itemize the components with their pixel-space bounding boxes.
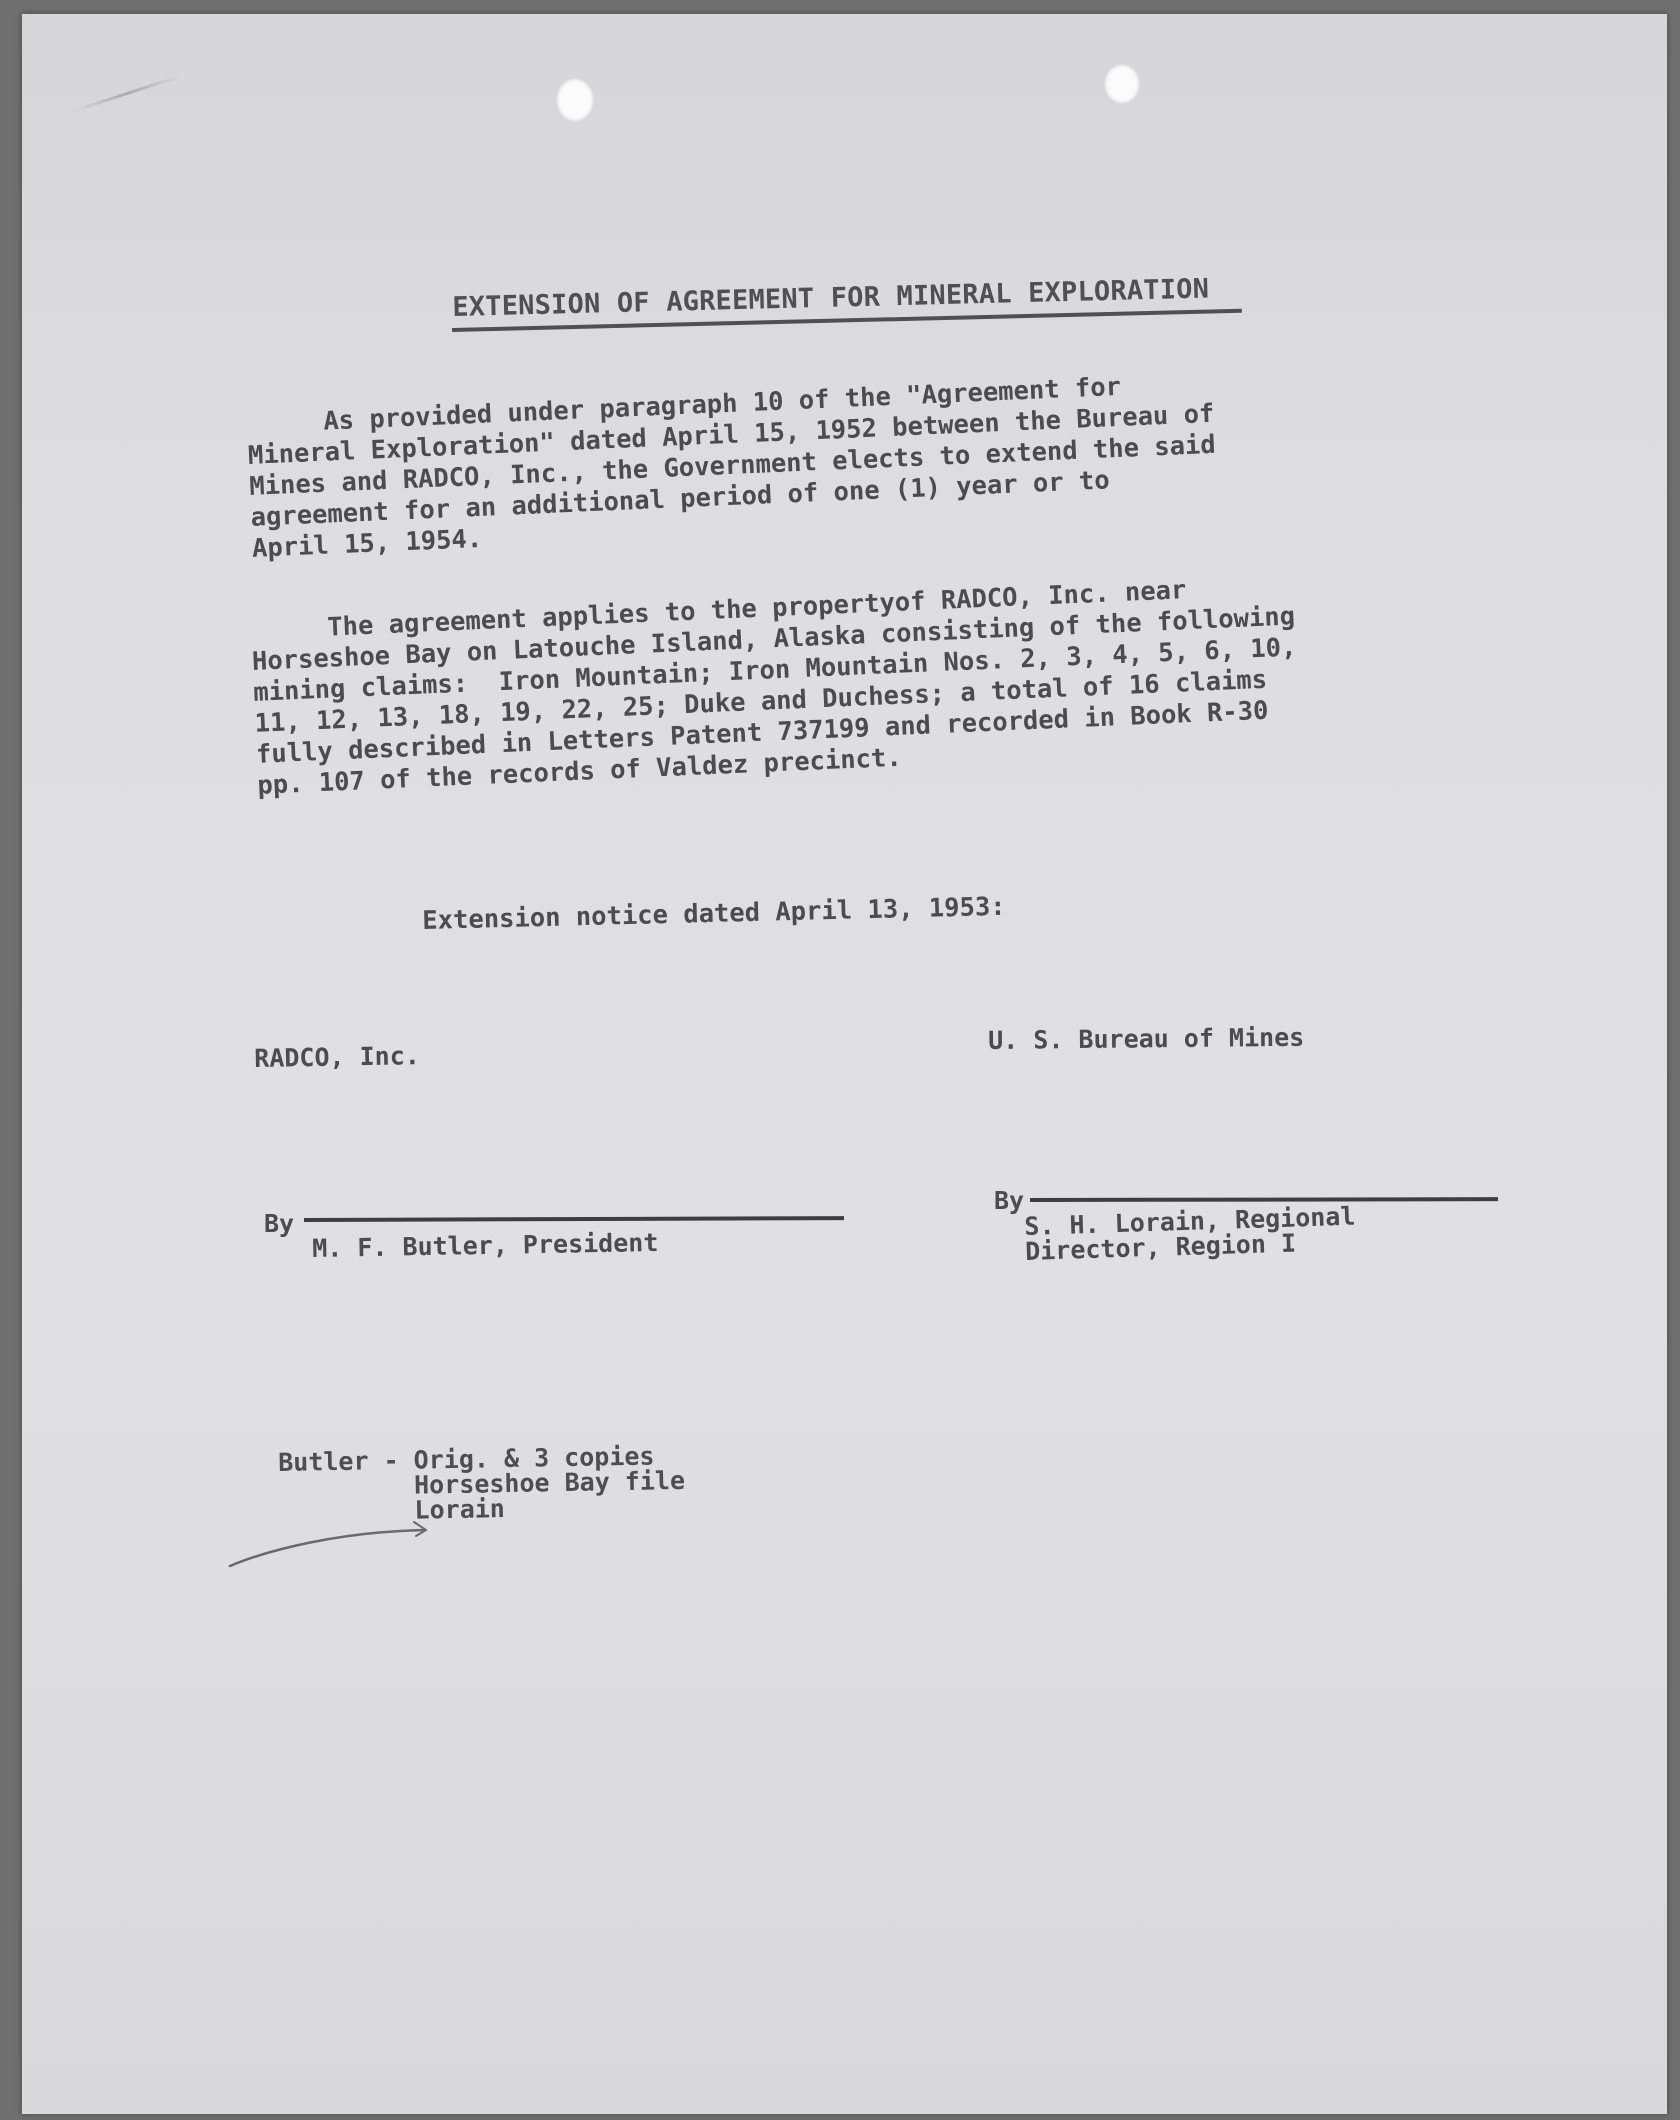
paragraph-property: The agreement applies to the propertyof RADCO, Inc. near Horseshoe Bay on Latouche Island, Alaska consisting of the following mining claims: Iron Mountain; Iron Mountain Nos. 2, 3, 4, 5, 6, 10, 11, 12, 13, 18, 19, 22, 25; Duke and Duchess; a total of 16 claims fully described in Letters Patent 737199 and recorded in Book R-30 pp. 107 of the records of Valdez precinct. — [250, 575, 1297, 801]
party-radco: RADCO, Inc. — [254, 1041, 421, 1073]
party-bureau: U. S. Bureau of Mines — [988, 1022, 1305, 1055]
document-title: EXTENSION OF AGREEMENT FOR MINERAL EXPLORATION — [452, 273, 1210, 323]
punch-hole — [1104, 64, 1140, 104]
by-label-right: By — [994, 1186, 1025, 1215]
paragraph-extension: As provided under paragraph 10 of the "Agreement for Mineral Exploration" dated April 15, 1952 between the Bureau of Mines and RADCO, Inc., the Government elects to extend the said agreement for an additional period of one (1) year or to April 15, 1954. — [246, 371, 1217, 564]
extension-notice: Extension notice dated April 13, 1953: — [422, 891, 1006, 936]
by-label-left: By — [264, 1209, 295, 1238]
signer-lorain: S. H. Lorain, Regional Director, Region I — [1023, 1201, 1356, 1266]
document-page — [22, 14, 1667, 2114]
paper-crease — [74, 75, 180, 112]
signer-butler: M. F. Butler, President — [311, 1227, 659, 1263]
distribution-list: Butler - Orig. & 3 copies Horseshoe Bay file Lorain — [277, 1441, 686, 1527]
pencil-check-mark — [228, 1510, 444, 1570]
signature-line-right — [1030, 1197, 1498, 1202]
signature-line-left — [304, 1216, 844, 1222]
punch-hole — [556, 78, 594, 122]
